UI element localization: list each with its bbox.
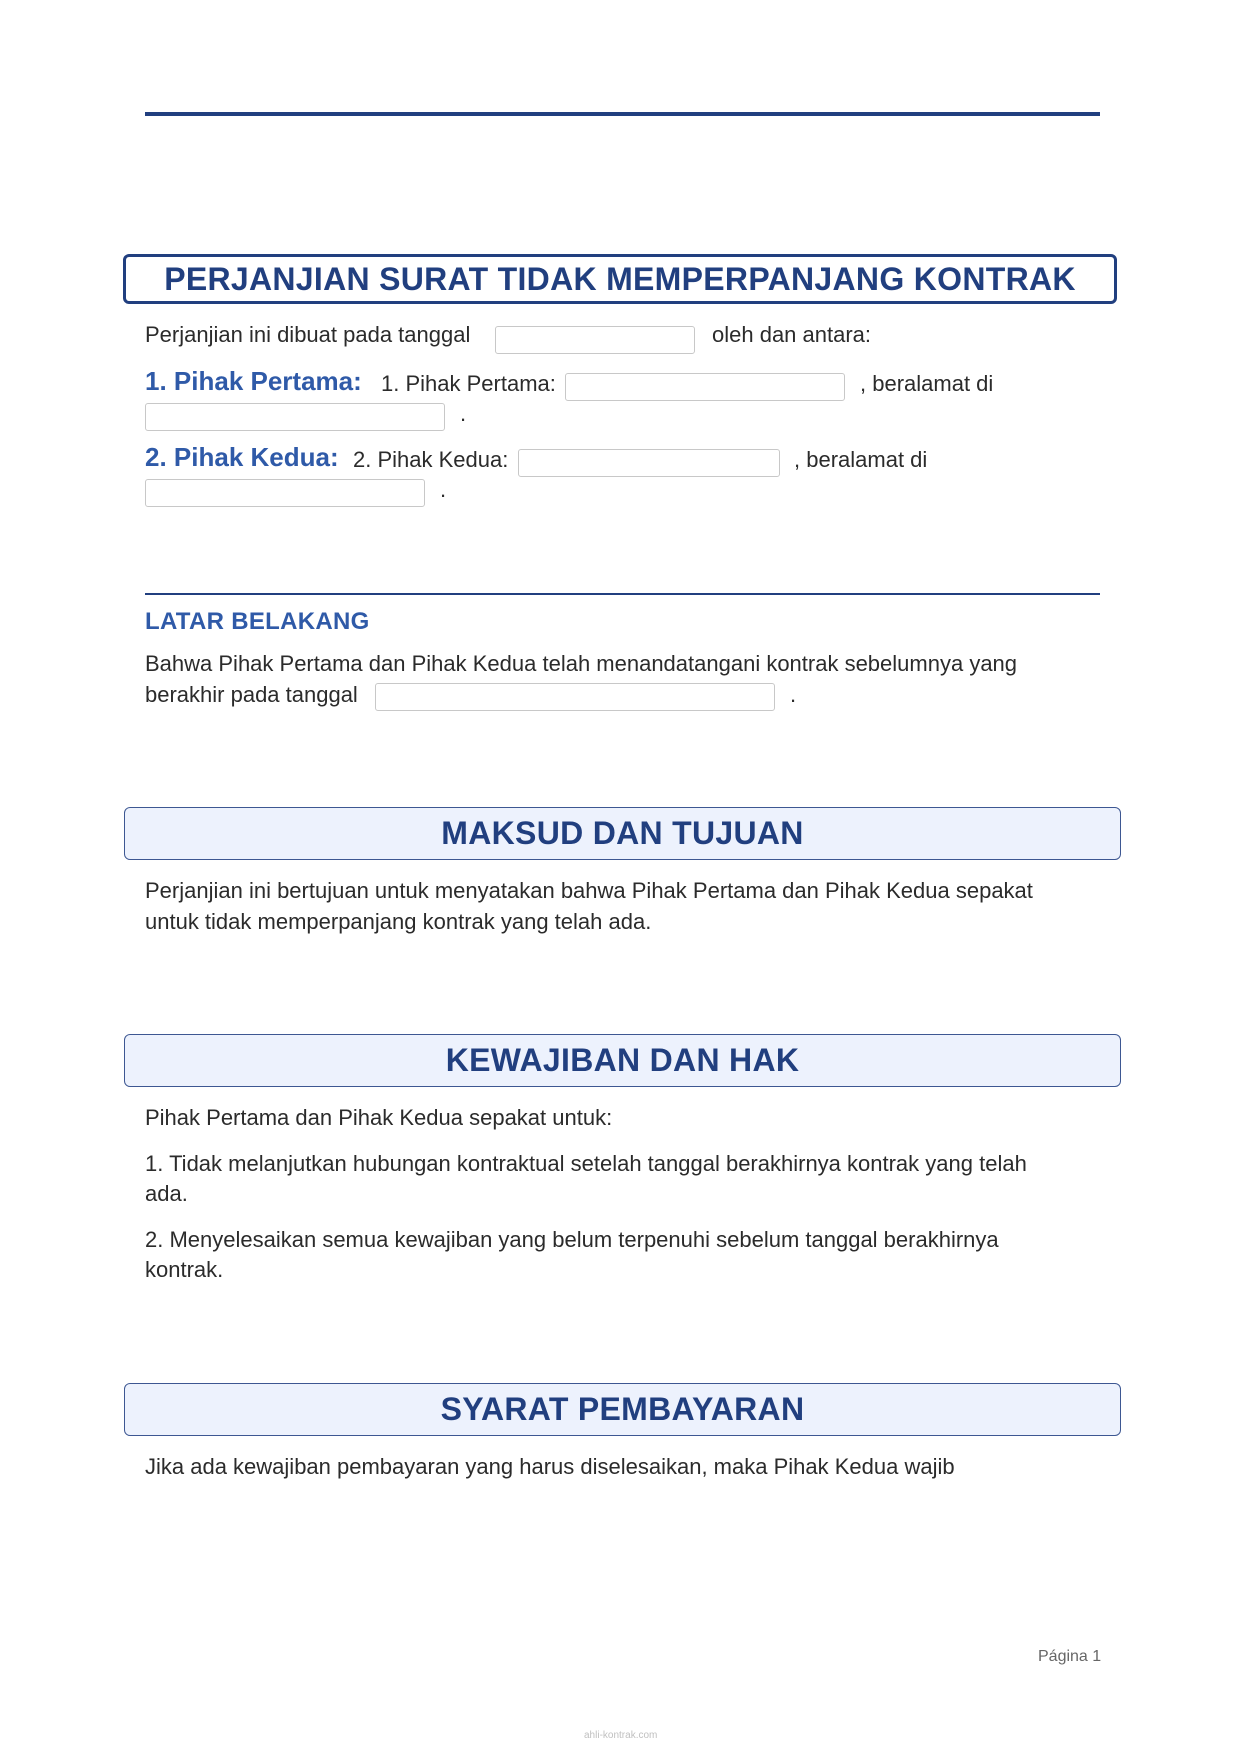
payment-line1: Jika ada kewajiban pembayaran yang harus diselesaikan, maka Pihak Kedua wajib xyxy=(145,1454,955,1479)
party1-address-field[interactable] xyxy=(145,403,445,431)
document-title: PERJANJIAN SURAT TIDAK MEMPERPANJANG KONTRAK xyxy=(164,260,1076,297)
contract-end-date-field[interactable] xyxy=(375,683,775,711)
party2-name-field[interactable] xyxy=(518,449,780,477)
obligation-item2-line1: 2. Menyelesaikan semua kewajiban yang belum terpenuhi sebelum tanggal berakhirnya xyxy=(145,1227,999,1252)
intro-text-after: oleh dan antara: xyxy=(712,322,872,347)
party2-address-text: , beralamat di xyxy=(794,447,928,472)
obligations-section-box xyxy=(124,1034,1121,1087)
purpose-heading: MAKSUD DAN TUJUAN xyxy=(441,815,804,851)
obligation-item2-line2: kontrak. xyxy=(145,1257,224,1282)
party2-label: 2. Pihak Kedua: xyxy=(353,447,509,472)
purpose-line1: Perjanjian ini bertujuan untuk menyatakan bahwa Pihak Pertama dan Pihak Kedua sepakat xyxy=(145,878,1033,903)
background-period: . xyxy=(790,682,797,707)
obligations-intro: Pihak Pertama dan Pihak Kedua sepakat untuk: xyxy=(145,1105,613,1130)
document-title-box xyxy=(123,254,1117,304)
background-line1: Bahwa Pihak Pertama dan Pihak Kedua telah menandatangani kontrak sebelumnya yang xyxy=(145,651,1018,676)
party1-name-field[interactable] xyxy=(565,373,845,401)
background-line2: berakhir pada tanggal xyxy=(145,682,358,707)
party1-address-text: , beralamat di xyxy=(860,371,994,396)
payment-heading: SYARAT PEMBAYARAN xyxy=(440,1391,805,1427)
obligation-item1-line1: 1. Tidak melanjutkan hubungan kontraktual setelah tanggal berakhirnya kontrak yang telah xyxy=(145,1151,1027,1176)
page-number: Página 1 xyxy=(1038,1648,1102,1665)
background-heading: LATAR BELAKANG xyxy=(145,608,370,635)
party1-heading: 1. Pihak Pertama: xyxy=(145,366,362,396)
watermark: ahli-kontrak.com xyxy=(584,1730,658,1741)
intro-text: Perjanjian ini dibuat pada tanggal xyxy=(145,322,471,347)
agreement-date-field[interactable] xyxy=(495,326,695,354)
party2-address-field[interactable] xyxy=(145,479,425,507)
purpose-section-box xyxy=(124,807,1121,860)
obligation-item1-line2: ada. xyxy=(145,1181,188,1206)
obligations-heading: KEWAJIBAN DAN HAK xyxy=(445,1042,800,1078)
section-divider xyxy=(145,593,1100,595)
party2-heading: 2. Pihak Kedua: xyxy=(145,442,339,472)
purpose-line2: untuk tidak memperpanjang kontrak yang telah ada. xyxy=(145,909,652,934)
party1-period: . xyxy=(460,401,467,426)
party1-label: 1. Pihak Pertama: xyxy=(381,371,556,396)
party2-period: . xyxy=(440,477,447,502)
top-divider xyxy=(145,112,1100,116)
payment-section-box xyxy=(124,1383,1121,1436)
